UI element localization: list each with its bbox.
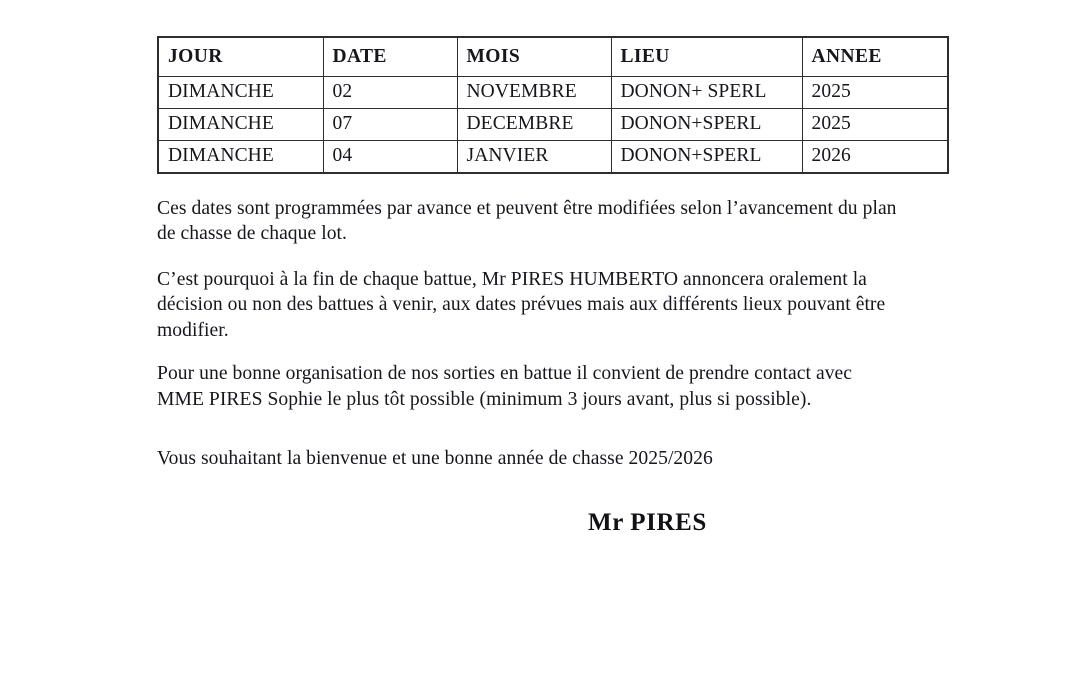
signature-name: Mr PIRES [588, 509, 707, 536]
cell-date: 04 [323, 141, 457, 174]
paragraph-line: Ces dates sont programmées par avance et peuvent être modifiées selon l’avancement du plan [157, 198, 897, 219]
cell-lieu: DONON+ SPERL [611, 77, 802, 109]
cell-mois: NOVEMBRE [457, 77, 611, 109]
table-row [158, 77, 948, 109]
cell-lieu: DONON+SPERL [611, 141, 802, 174]
column-header-annee: ANNEE [802, 37, 948, 77]
cell-jour: DIMANCHE [158, 141, 323, 174]
column-header-lieu: LIEU [611, 37, 802, 77]
cell-jour: DIMANCHE [158, 77, 323, 109]
cell-date: 02 [323, 77, 457, 109]
cell-annee: 2026 [802, 141, 948, 174]
paragraph-closing-greeting [157, 446, 957, 471]
column-header-mois: MOIS [457, 37, 611, 77]
schedule-table-container [157, 36, 947, 174]
table-row [158, 141, 948, 174]
paragraph-announcement [157, 267, 957, 343]
cell-annee: 2025 [802, 77, 948, 109]
paragraph-line: Pour une bonne organisation de nos sorties en battue il convient de prendre contact avec [157, 363, 853, 385]
battues-schedule-table [157, 36, 949, 174]
cell-annee: 2025 [802, 109, 948, 141]
paragraph-line: de chasse de chaque lot. [157, 223, 347, 245]
paragraph-line: décision ou non des battues à venir, aux dates prévues mais aux différents lieux pouvant être [157, 294, 886, 316]
paragraph-line: C’est pourquoi à la fin de chaque battue, Mr PIRES HUMBERTO annoncera oralement la [157, 268, 867, 290]
column-header-jour: JOUR [158, 37, 323, 77]
document-body [157, 196, 957, 492]
cell-mois: JANVIER [457, 141, 611, 174]
cell-lieu: DONON+SPERL [611, 109, 802, 141]
paragraph-line: Vous souhaitant la bienvenue et une bonne année de chasse 2025/2026 [157, 448, 713, 470]
cell-date: 07 [323, 109, 457, 141]
cell-mois: DECEMBRE [457, 109, 611, 141]
table-header-row [158, 37, 948, 77]
cell-jour: DIMANCHE [158, 109, 323, 141]
paragraph-line: modifier. [157, 319, 229, 341]
paragraph-line: MME PIRES Sophie le plus tôt possible (minimum 3 jours avant, plus si possible). [157, 388, 812, 410]
paragraph-contact [157, 361, 957, 412]
paragraph-dates-notice [157, 196, 957, 247]
table-row [158, 109, 948, 141]
column-header-date: DATE [323, 37, 457, 77]
